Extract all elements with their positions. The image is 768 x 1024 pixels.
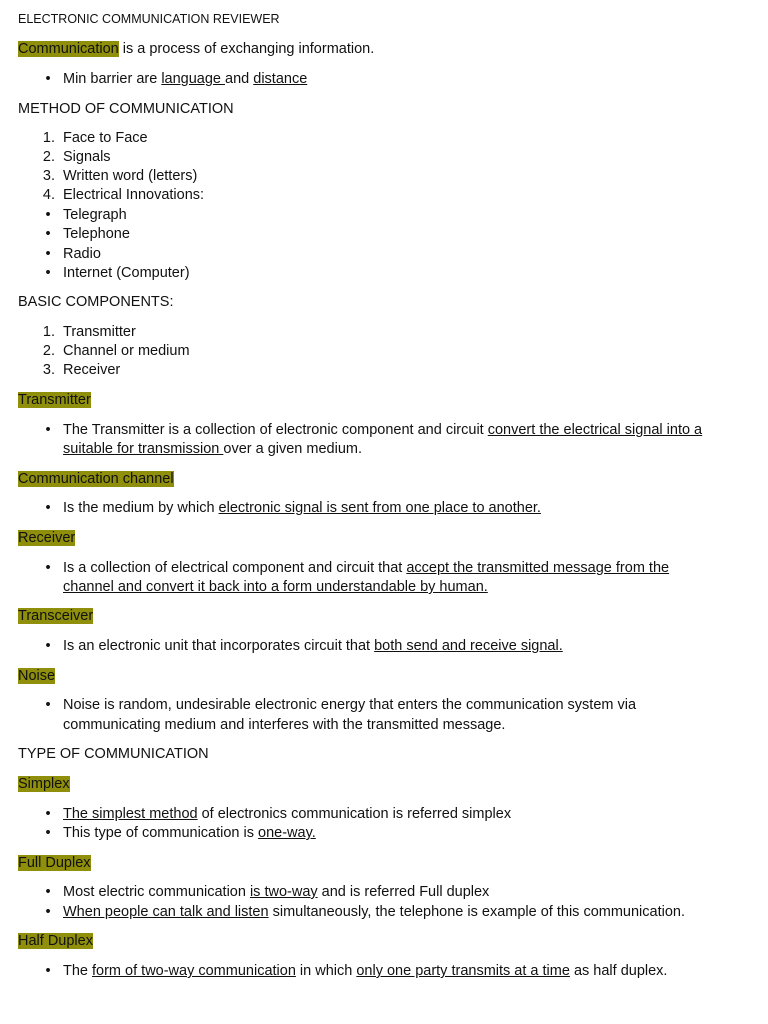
bullet-marker: • <box>45 226 51 242</box>
list-item: Written word (letters) <box>63 168 198 184</box>
list-number: 1. <box>42 324 55 340</box>
simplex-bullet-1: The simplest method of electronics communication is referred simplex <box>63 806 512 822</box>
bullet-marker: • <box>45 806 51 822</box>
list-item: Electrical Innovations: <box>63 187 205 203</box>
bullet-marker: • <box>45 422 51 438</box>
term-heading-transmitter: Transmitter <box>18 392 91 408</box>
intro-text: is a process of exchanging information. <box>118 41 375 57</box>
list-number: 3. <box>42 362 55 378</box>
term-heading-simplex: Simplex <box>18 776 70 792</box>
term-heading-transceiver: Transceiver <box>18 608 94 624</box>
section-heading-types: TYPE OF COMMUNICATION <box>18 746 209 762</box>
bullet-marker: • <box>45 500 51 516</box>
bullet-marker: • <box>45 904 51 920</box>
bullet-marker: • <box>45 246 51 262</box>
list-number: 1. <box>42 130 55 146</box>
document-title: ELECTRONIC COMMUNICATION REVIEWER <box>18 12 280 26</box>
half-duplex-definition: The form of two-way communication in which only one party transmits at a time as half duplex. <box>63 963 668 979</box>
list-number: 2. <box>42 149 55 165</box>
section-heading-methods: METHOD OF COMMUNICATION <box>18 101 234 117</box>
full-duplex-bullet-1: Most electric communication is two-way and is referred Full duplex <box>63 884 490 900</box>
receiver-definition-line2: channel and convert it back into a form understandable by human. <box>63 579 488 595</box>
bullet-marker: • <box>45 560 51 576</box>
simplex-bullet-2: This type of communication is one-way. <box>63 825 316 841</box>
full-duplex-bullet-2: When people can talk and listen simultaneously, the telephone is example of this communication. <box>63 904 685 920</box>
bullet-marker: • <box>45 884 51 900</box>
barrier-bullet: Min barrier are language and distance <box>63 71 308 87</box>
intro-line <box>18 40 374 58</box>
bullet-marker: • <box>45 697 51 713</box>
list-item: Channel or medium <box>63 343 190 359</box>
list-number: 3. <box>42 168 55 184</box>
list-item: Signals <box>63 149 111 165</box>
list-number: 2. <box>42 343 55 359</box>
term-heading-full-duplex: Full Duplex <box>18 855 91 871</box>
transmitter-definition-line2: suitable for transmission over a given medium. <box>63 441 362 457</box>
term-heading-half-duplex: Half Duplex <box>18 933 93 949</box>
bullet-marker: • <box>45 963 51 979</box>
term-heading-channel: Communication channel <box>18 471 174 487</box>
bullet-marker: • <box>45 207 51 223</box>
list-item: Face to Face <box>63 130 148 146</box>
receiver-definition-line1: Is a collection of electrical component and circuit that accept the transmitted message from the <box>63 560 670 576</box>
highlighted-term: Communication <box>18 41 119 57</box>
bullet-marker: • <box>45 825 51 841</box>
list-item: Internet (Computer) <box>63 265 190 281</box>
noise-definition-line1: Noise is random, undesirable electronic energy that enters the communication system via <box>63 697 637 713</box>
term-heading-noise: Noise <box>18 668 56 684</box>
bullet-marker: • <box>45 638 51 654</box>
section-heading-components: BASIC COMPONENTS: <box>18 294 174 310</box>
channel-definition: Is the medium by which electronic signal is sent from one place to another. <box>63 500 541 516</box>
list-item: Transmitter <box>63 324 136 340</box>
bullet-marker: • <box>45 71 51 87</box>
term-heading-receiver: Receiver <box>18 530 76 546</box>
list-item: Radio <box>63 246 101 262</box>
transmitter-definition-line1: The Transmitter is a collection of electronic component and circuit convert the electrical signal into a <box>63 422 703 438</box>
bullet-marker: • <box>45 265 51 281</box>
noise-definition-line2: communicating medium and interferes with the transmitted message. <box>63 717 506 733</box>
list-item: Telegraph <box>63 207 127 223</box>
list-item: Receiver <box>63 362 121 378</box>
list-item: Telephone <box>63 226 130 242</box>
transceiver-definition: Is an electronic unit that incorporates circuit that both send and receive signal. <box>63 638 563 654</box>
list-number: 4. <box>42 187 55 203</box>
